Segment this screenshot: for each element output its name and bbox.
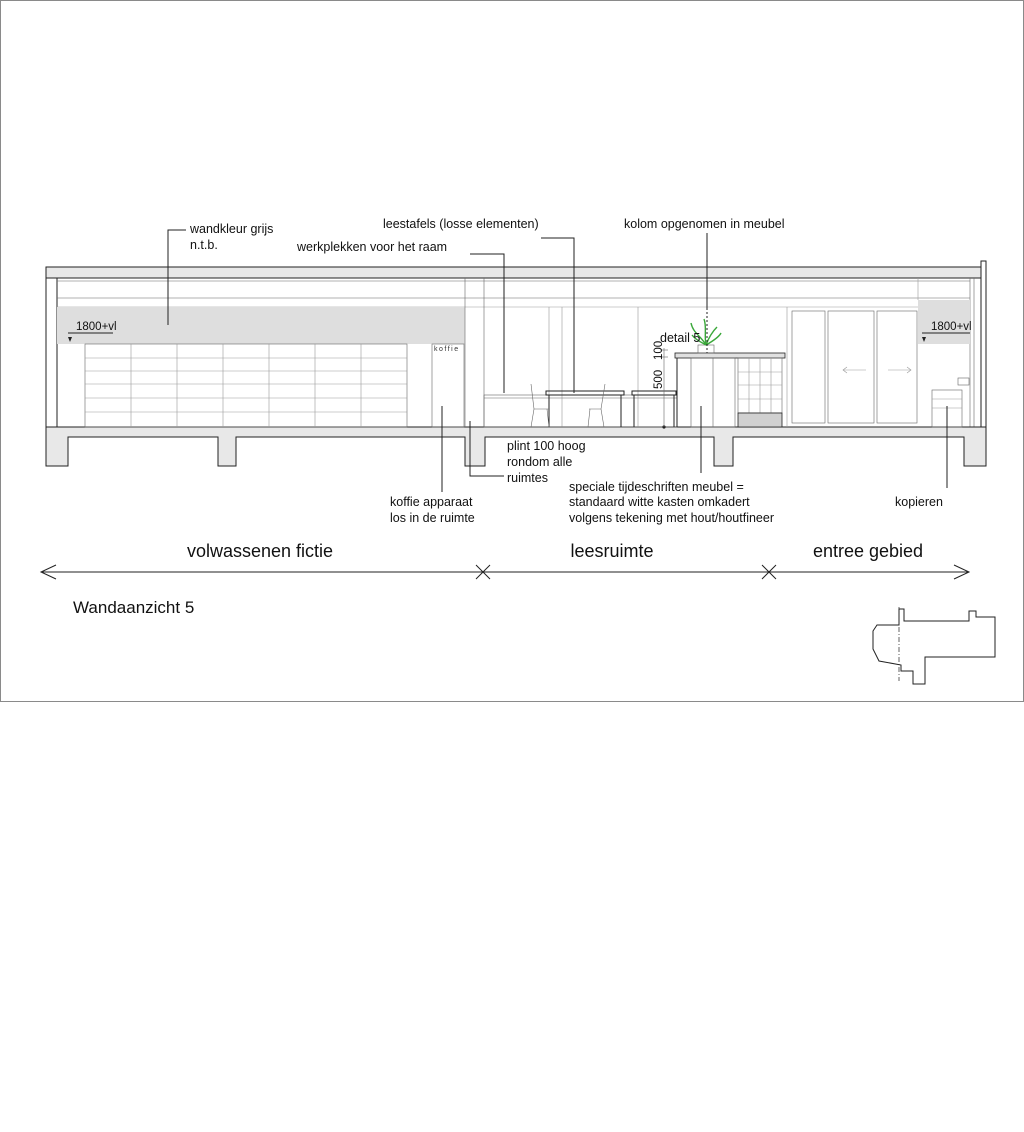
svg-text:kopieren: kopieren	[895, 495, 943, 509]
left-wall	[46, 278, 57, 427]
svg-text:volgens tekening met hout/hout: volgens tekening met hout/houtfineer	[569, 511, 774, 525]
window-workbench	[484, 395, 677, 427]
svg-text:1800+vl: 1800+vl	[931, 321, 972, 333]
svg-text:los in de ruimte: los in de ruimte	[390, 511, 475, 525]
svg-text:kolom opgenomen in meubel: kolom opgenomen in meubel	[624, 217, 785, 231]
reading-tables	[531, 384, 676, 427]
copier	[932, 378, 969, 427]
building-section	[46, 261, 986, 466]
svg-text:leestafels (losse elementen): leestafels (losse elementen)	[383, 217, 539, 231]
bookshelves	[85, 344, 407, 427]
right-wall	[981, 261, 986, 427]
svg-text:werkplekken voor het raam: werkplekken voor het raam	[297, 240, 448, 254]
grey-wall-band-left	[57, 307, 465, 344]
svg-text:koffie apparaat: koffie apparaat	[390, 495, 473, 509]
svg-text:1800+vl: 1800+vl	[76, 321, 117, 333]
zone-entree: entree gebied	[812, 541, 924, 561]
svg-text:rondom alle: rondom alle	[507, 455, 573, 469]
svg-text:wandkleur grijs: wandkleur grijs	[190, 222, 274, 236]
drawing-title: Wandaanzicht 5	[73, 598, 195, 617]
key-plan	[873, 607, 995, 684]
svg-text:ruimtes: ruimtes	[507, 471, 548, 485]
svg-text:plint 100 hoog: plint 100 hoog	[507, 439, 586, 453]
wall-elevation-drawing	[1, 1, 1024, 703]
zone-leesruimte: leesruimte	[570, 541, 654, 561]
svg-text:n.t.b.: n.t.b.	[190, 238, 218, 252]
entree-doors	[792, 311, 917, 423]
koffie-cabinet	[432, 344, 464, 427]
zone-volwassenen: volwassenen fictie	[186, 541, 334, 561]
svg-text:detail 5: detail 5	[660, 331, 701, 345]
zone-dimension	[41, 541, 969, 579]
svg-text:100: 100	[653, 340, 665, 360]
koffie-sign: koffie	[434, 346, 460, 353]
svg-text:500: 500	[653, 369, 665, 389]
roof-slab	[46, 267, 981, 278]
svg-text:standaard witte kasten omkader: standaard witte kasten omkadert	[569, 495, 750, 509]
svg-text:speciale tijdeschriften meubel: speciale tijdeschriften meubel =	[569, 480, 744, 494]
